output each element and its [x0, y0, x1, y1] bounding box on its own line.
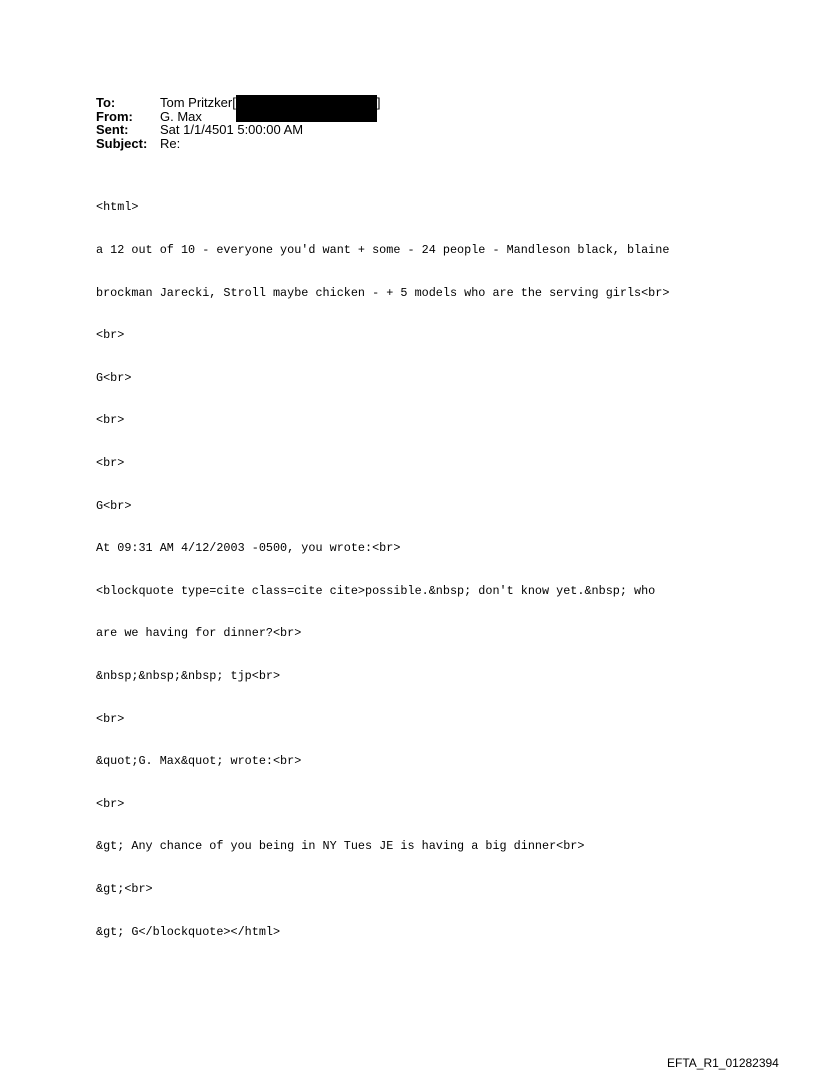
body-line: G<br>	[96, 498, 132, 513]
body-line: are we having for dinner?<br>	[96, 626, 302, 641]
redaction-box	[236, 95, 377, 122]
sent-value: Sat 1/1/4501 5:00:00 AM	[160, 122, 304, 137]
subject-label: Subject:	[96, 135, 148, 151]
body-line: At 09:31 AM 4/12/2003 -0500, you wrote:<br>	[96, 541, 401, 556]
from-value: G. Max	[160, 108, 202, 124]
subject-value: Re:	[160, 135, 181, 151]
body-line: &gt; Any chance of you being in NY Tues JE is having a big dinner<br>	[96, 839, 585, 854]
body-line: <br>	[96, 455, 125, 470]
to-suffix: ]	[376, 95, 381, 110]
to-name: Tom Pritzker[	[160, 95, 236, 110]
email-header	[96, 96, 380, 150]
to-label: To:	[96, 95, 116, 110]
body-line: a 12 out of 10 - everyone you'd want + some - 24 people - Mandleson black, blaine	[96, 243, 670, 257]
body-line: &gt; G</blockquote></html>	[96, 924, 281, 939]
body-line: <html>	[96, 200, 139, 215]
body-line: G<br>	[96, 370, 132, 385]
body-line: brockman Jarecki, Stroll maybe chicken - + 5 models who are the serving girls<br>	[96, 285, 670, 300]
header-sent-row	[96, 123, 380, 137]
body-line: <br>	[96, 328, 125, 343]
header-subject-row	[96, 137, 380, 151]
document-id: EFTA_R1_01282394	[667, 1056, 779, 1070]
sent-label: Sent:	[96, 122, 129, 137]
body-line: &quot;G. Max&quot; wrote:<br>	[96, 754, 302, 769]
body-line: &nbsp;&nbsp;&nbsp; tjp<br>	[96, 668, 281, 683]
body-line: <br>	[96, 711, 125, 726]
body-line: <br>	[96, 796, 125, 811]
body-line: &gt;<br>	[96, 881, 153, 896]
header-to-row	[96, 96, 380, 110]
from-label: From:	[96, 108, 133, 124]
email-body	[96, 172, 669, 953]
body-line: <br>	[96, 413, 125, 428]
body-line: <blockquote type=cite class=cite cite>possible.&nbsp; don't know yet.&nbsp; who	[96, 583, 656, 598]
